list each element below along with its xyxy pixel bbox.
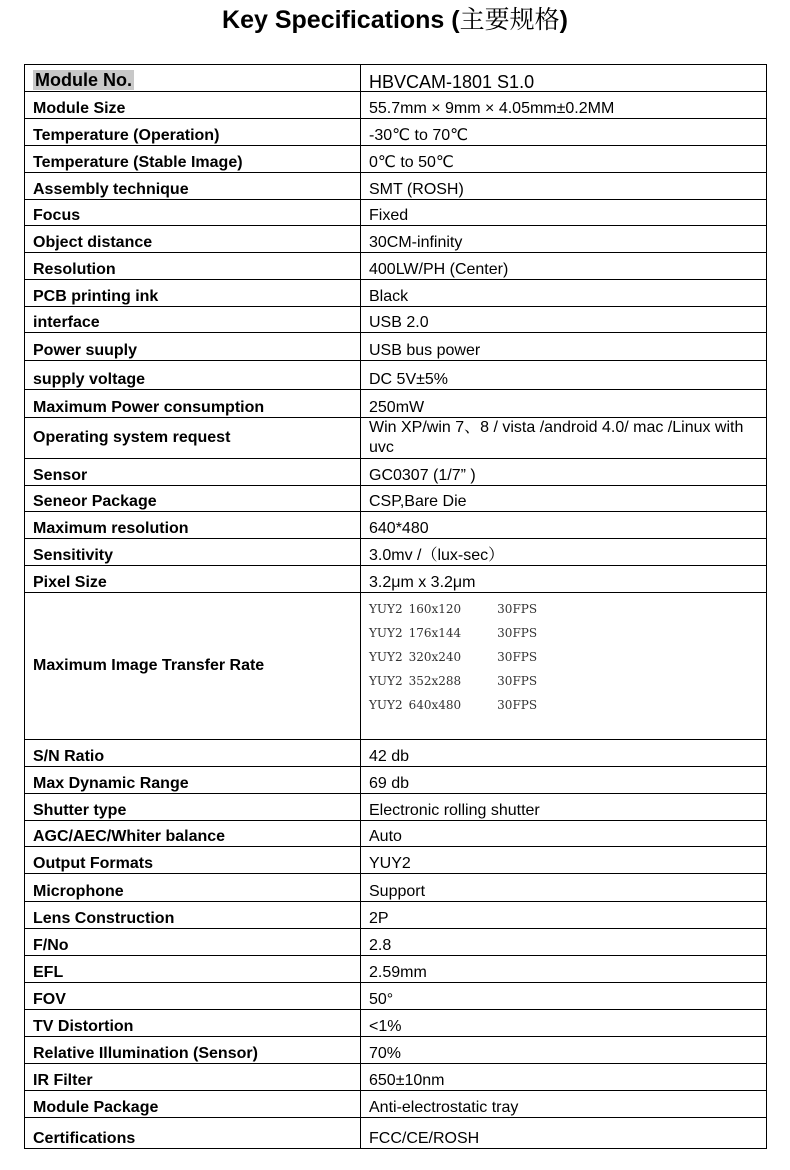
spec-label: Temperature (Stable Image) (25, 146, 361, 173)
format-name: YUY2 (369, 602, 403, 616)
spec-label: Power suuply (25, 333, 361, 361)
spec-value: 69 db (361, 767, 767, 794)
format-resolution: 176x144 (408, 626, 462, 640)
spec-value: USB 2.0 (361, 307, 767, 333)
spec-value: 650±10nm (361, 1064, 767, 1091)
spec-label: Resolution (25, 253, 361, 280)
transfer-rate-list (361, 593, 767, 740)
spec-value: DC 5V±5% (361, 361, 767, 390)
spec-value: 2.8 (361, 929, 767, 956)
table-row (25, 226, 767, 253)
spec-label: TV Distortion (25, 1010, 361, 1037)
spec-label: S/N Ratio (25, 740, 361, 767)
spec-value: Anti-electrostatic tray (361, 1091, 767, 1118)
spec-label: Object distance (25, 226, 361, 253)
spec-value: 2.59mm (361, 956, 767, 983)
table-row (25, 874, 767, 902)
spec-label: Focus (25, 200, 361, 226)
title-chinese: 主要规格 (459, 5, 560, 34)
transfer-rate-row (25, 593, 767, 740)
table-row (25, 767, 767, 794)
title-main: Key Specifications ( (222, 6, 460, 34)
spec-value: 55.7mm × 9mm × 4.05mm±0.2MM (361, 92, 767, 119)
table-row (25, 1010, 767, 1037)
header-key-cell (25, 65, 361, 92)
module-no-label: Module No. (35, 70, 132, 90)
table-row (25, 539, 767, 566)
spec-value: CSP,Bare Die (361, 486, 767, 512)
spec-label: Max Dynamic Range (25, 767, 361, 794)
spec-label: Module Size (25, 92, 361, 119)
table-row (25, 390, 767, 418)
spec-value: 640*480 (361, 512, 767, 539)
spec-label: Relative Illumination (Sensor) (25, 1037, 361, 1064)
spec-value: <1% (361, 1010, 767, 1037)
spec-label: Assembly technique (25, 173, 361, 200)
table-row (25, 929, 767, 956)
table-row (25, 902, 767, 929)
spec-value: 42 db (361, 740, 767, 767)
spec-label: Temperature (Operation) (25, 119, 361, 146)
spec-value: Black (361, 280, 767, 307)
spec-label: Output Formats (25, 847, 361, 874)
table-row (25, 253, 767, 280)
spec-value: FCC/CE/ROSH (361, 1118, 767, 1149)
spec-label: AGC/AEC/Whiter balance (25, 821, 361, 847)
spec-label: Shutter type (25, 794, 361, 821)
table-row (25, 280, 767, 307)
transfer-rate-item (369, 693, 766, 717)
spec-label: Lens Construction (25, 902, 361, 929)
table-row (25, 983, 767, 1010)
spec-value: USB bus power (361, 333, 767, 361)
spec-value: Win XP/win 7、8 / vista /android 4.0/ mac /Linux with uvc (361, 418, 767, 459)
spec-label: F/No (25, 929, 361, 956)
format-name: YUY2 (369, 650, 403, 664)
spec-value: 3.2μm x 3.2μm (361, 566, 767, 593)
format-fps: 30FPS (497, 626, 538, 640)
spec-value: SMT (ROSH) (361, 173, 767, 200)
spec-value: -30℃ to 70℃ (361, 119, 767, 146)
spec-value: 50° (361, 983, 767, 1010)
spec-label: interface (25, 307, 361, 333)
spec-table (24, 64, 767, 1149)
spec-label: IR Filter (25, 1064, 361, 1091)
table-row (25, 119, 767, 146)
format-resolution: 352x288 (408, 674, 462, 688)
table-row (25, 1037, 767, 1064)
format-fps: 30FPS (497, 698, 538, 712)
spec-label: Operating system request (25, 418, 361, 459)
format-name: YUY2 (369, 674, 403, 688)
format-name: YUY2 (369, 698, 403, 712)
table-row (25, 92, 767, 119)
spec-value: Fixed (361, 200, 767, 226)
header-row (25, 65, 767, 92)
spec-value: Support (361, 874, 767, 902)
spec-value: 30CM-infinity (361, 226, 767, 253)
table-row (25, 821, 767, 847)
table-row (25, 512, 767, 539)
table-row (25, 173, 767, 200)
transfer-rate-item (369, 645, 766, 669)
table-row (25, 1091, 767, 1118)
spec-value: 70% (361, 1037, 767, 1064)
spec-value: 3.0mv /（lux-sec） (361, 539, 767, 566)
spec-label: Maximum resolution (25, 512, 361, 539)
table-row (25, 566, 767, 593)
table-row (25, 418, 767, 459)
spec-label: Sensor (25, 459, 361, 486)
spec-label: Seneor Package (25, 486, 361, 512)
format-fps: 30FPS (497, 674, 538, 688)
spec-value: 400LW/PH (Center) (361, 253, 767, 280)
spec-label: Maximum Power consumption (25, 390, 361, 418)
format-name: YUY2 (369, 626, 403, 640)
transfer-rate-label: Maximum Image Transfer Rate (25, 593, 361, 740)
table-row (25, 794, 767, 821)
spec-value: GC0307 (1/7” ) (361, 459, 767, 486)
spec-label: Microphone (25, 874, 361, 902)
module-no-value: HBVCAM-1801 S1.0 (361, 65, 767, 92)
spec-label: Module Package (25, 1091, 361, 1118)
table-row (25, 200, 767, 226)
transfer-rate-item (369, 597, 766, 621)
table-row (25, 459, 767, 486)
spec-label: Certifications (25, 1118, 361, 1149)
table-row (25, 361, 767, 390)
format-resolution: 160x120 (408, 602, 462, 616)
spec-value: Auto (361, 821, 767, 847)
transfer-rate-item (369, 669, 766, 693)
table-row (25, 307, 767, 333)
table-row (25, 333, 767, 361)
spec-label: EFL (25, 956, 361, 983)
spec-value: 0℃ to 50℃ (361, 146, 767, 173)
format-fps: 30FPS (497, 650, 538, 664)
format-fps: 30FPS (497, 602, 538, 616)
spec-label: PCB printing ink (25, 280, 361, 307)
table-row (25, 847, 767, 874)
spec-value: YUY2 (361, 847, 767, 874)
table-row (25, 1118, 767, 1149)
page-title (0, 4, 790, 36)
format-resolution: 320x240 (408, 650, 462, 664)
table-row (25, 1064, 767, 1091)
table-row (25, 956, 767, 983)
title-close: ) (559, 6, 568, 34)
transfer-rate-item (369, 621, 766, 645)
table-row (25, 486, 767, 512)
spec-label: Sensitivity (25, 539, 361, 566)
table-row (25, 146, 767, 173)
spec-value: 2P (361, 902, 767, 929)
spec-label: supply voltage (25, 361, 361, 390)
spec-label: FOV (25, 983, 361, 1010)
spec-label: Pixel Size (25, 566, 361, 593)
table-row (25, 740, 767, 767)
format-resolution: 640x480 (408, 698, 462, 712)
spec-value: 250mW (361, 390, 767, 418)
spec-value: Electronic rolling shutter (361, 794, 767, 821)
